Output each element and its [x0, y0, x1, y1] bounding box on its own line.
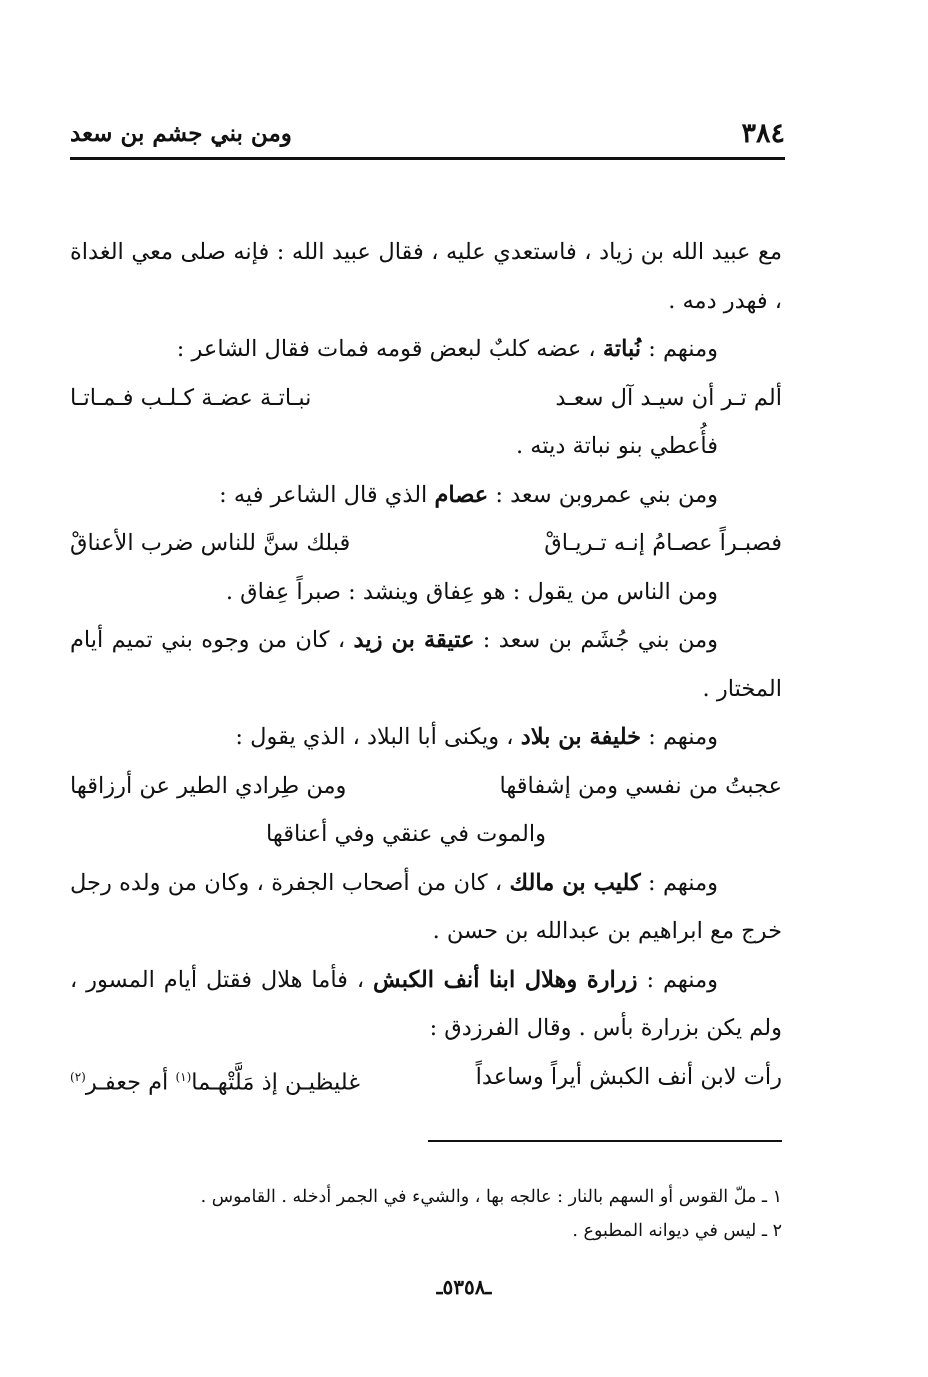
- paragraph: مع عبيد الله بن زياد ، فاستعدي عليه ، فقال عبيد الله : فإنه صلى معي الغداة ، فهدر دمه .: [70, 239, 782, 314]
- footnotes: [70, 1180, 782, 1248]
- text-run: أم جعفـر: [85, 1069, 176, 1095]
- verse-line-centered: والموت في عنقي وفي أعناقها: [266, 821, 546, 847]
- text-run: ، ويكنى أبا البلاد ، الذي يقول :: [235, 724, 521, 750]
- verse-hemistich: ألم تـر أن سيـد آل سعـد: [555, 384, 782, 411]
- text-run: ومنهم :: [641, 724, 718, 750]
- footnote-ref: (٢): [70, 1069, 86, 1084]
- paragraph: فأُعطي بنو نباتة ديته .: [515, 433, 718, 459]
- chapter-title: ومن بني جشم بن سعد: [70, 119, 292, 147]
- text-run: ومن بني جُشَم بن سعد :: [474, 627, 718, 653]
- footnote: ١ ـ ملّ القوس أو السهم بالنار : عالجه بها ، والشيء في الجمر أدخله . القاموس .: [200, 1187, 782, 1207]
- person-name: خليفة بن بلاد: [520, 724, 642, 750]
- verse-line: [70, 1053, 782, 1107]
- main-text: [70, 228, 782, 1107]
- person-name: عتيقة بن زيد: [353, 627, 475, 653]
- text-run: ، كان من أصحاب الجفرة ، وكان من ولده رجل خرج مع ابراهيم بن عبدالله بن حسن .: [70, 869, 782, 944]
- verse-hemistich: [70, 1053, 360, 1107]
- verse-line: [70, 519, 782, 568]
- text-run: ومنهم :: [640, 869, 718, 896]
- verse-hemistich: عجبتُ من نفسي ومن إشفاقها: [499, 772, 782, 799]
- verse-hemistich: ومن طِرادي الطير عن أرزاقها: [70, 772, 347, 799]
- verse-line: [70, 374, 782, 423]
- person-name: نُباتة: [602, 336, 642, 362]
- person-name: كليب بن مالك: [509, 869, 641, 896]
- header-rule: [70, 157, 785, 160]
- text-run: ومنهم :: [637, 966, 718, 993]
- paragraph: ومن الناس من يقول : هو عِفاق وينشد : صبراً عِفاق .: [225, 578, 718, 605]
- page-footer-number: ـ٥٣٥٨ـ: [436, 1275, 492, 1299]
- text-run: ومن بني عمروبن سعد :: [488, 481, 718, 508]
- paragraph: [70, 859, 782, 956]
- text-run: ، كان من وجوه بني تميم أيام المختار .: [70, 627, 782, 702]
- text-run: ومنهم :: [641, 336, 718, 362]
- person-name: عصام: [434, 481, 489, 508]
- paragraph: [70, 325, 782, 374]
- text-run: الذي قال الشاعر فيه :: [219, 481, 435, 508]
- text-run: غليظيـن إذ مَلَّتْهـما: [191, 1069, 360, 1095]
- verse-hemistich: فصبـراً عصـامُ إنـه تـريـاقْ: [544, 530, 782, 556]
- verse-line: [70, 762, 782, 811]
- verse-hemistich: نبـاتـة عضـة كـلـب فـمـاتـا: [70, 384, 312, 411]
- paragraph: [70, 471, 782, 520]
- footnote-ref: (١): [175, 1069, 192, 1084]
- text-run: ، فأما هلال فقتل أيام المسور ، ولم يكن بزرارة بأس . وقال الفرزدق :: [70, 966, 782, 1041]
- paragraph: [70, 713, 782, 762]
- footnote-rule: [428, 1140, 782, 1142]
- footnote: ٢ ـ ليس في ديوانه المطبوع .: [572, 1221, 782, 1241]
- verse-hemistich: رأت لابن أنف الكبش أيراً وساعداً: [475, 1063, 782, 1090]
- paragraph: [70, 956, 782, 1053]
- verse-hemistich: قبلك سنَّ للناس ضرب الأعناقْ: [70, 530, 351, 556]
- person-name: زرارة وهلال ابنا أنف الكبش: [373, 966, 638, 993]
- page-number: ٣٨٤: [741, 117, 785, 149]
- paragraph: [70, 616, 782, 713]
- page-header: [70, 112, 785, 154]
- text-run: ، عضه كلبٌ لبعض قومه فمات فقال الشاعر :: [176, 336, 603, 362]
